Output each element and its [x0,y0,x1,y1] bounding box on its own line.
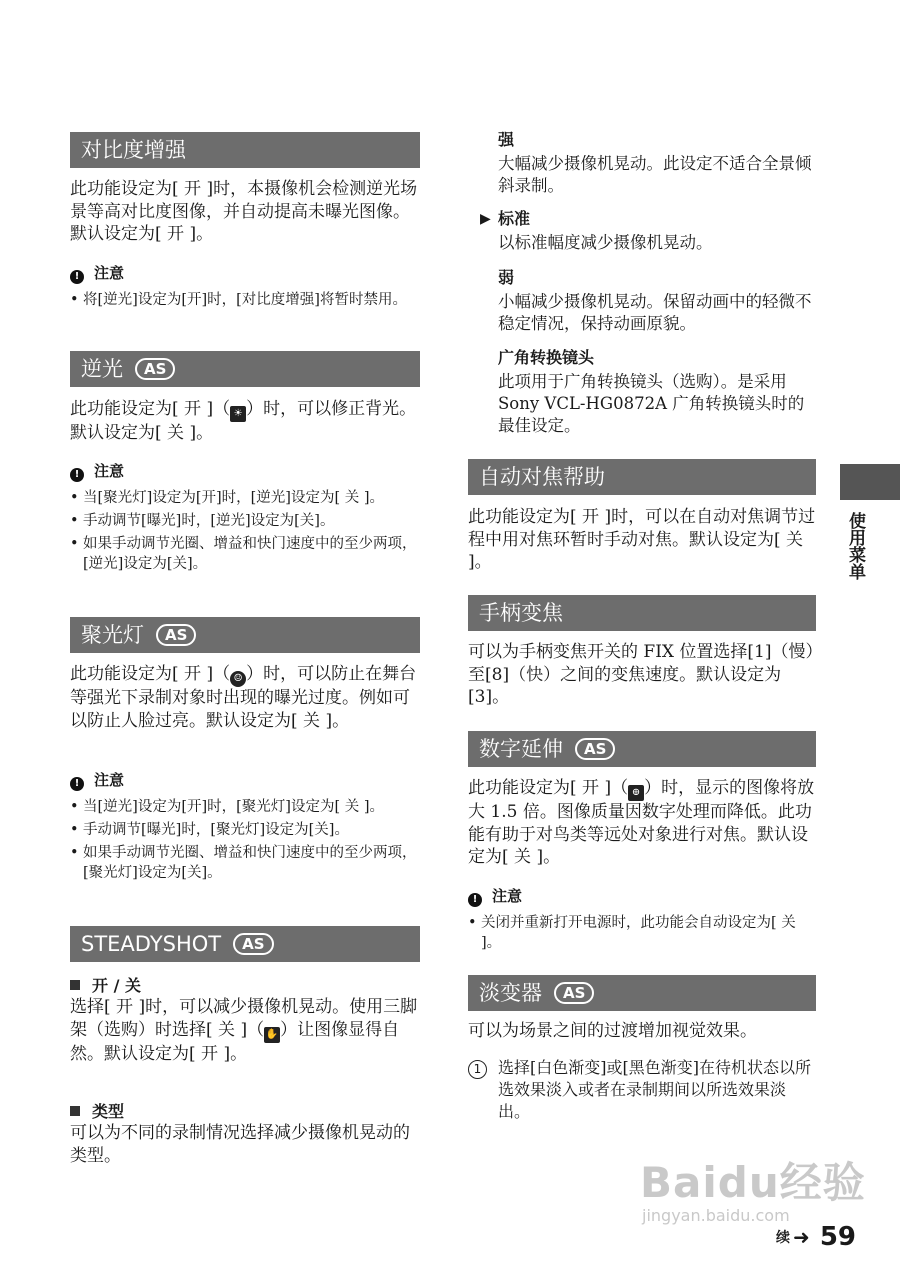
note-item: • 如果手动调节光圈、增益和快门速度中的至少两项，[逆光]设定为[关]。 [70,534,420,574]
watermark-url: jingyan.baidu.com [642,1206,790,1225]
backlight-body: 此功能设定为[ 开 ]（ ☀ ）时，可以修正背光。默认设定为[ 关 ]。 [70,399,417,443]
note-item: • 当[聚光灯]设定为[开]时，[逆光]设定为[ 关 ]。 [70,488,420,508]
caution-icon: ! [70,777,84,791]
option-strong-title: 强 [498,130,515,149]
chapter-side-label: 使用菜单 [845,512,865,580]
as-badge: AS [135,358,175,380]
caution-icon: ! [468,893,482,907]
af-assist-body: 此功能设定为[ 开 ]时，可以在自动对焦调节过程中用对焦环暂时手动对焦。默认设定为[ 关 ]。 [468,507,816,572]
as-badge: AS [554,982,594,1004]
option-wide-title: 广角转换镜头 [498,348,595,367]
steadyshot-off-icon: ✋ [264,1027,280,1043]
contrast-body: 此功能设定为[ 开 ]时，本摄像机会检测逆光场景等高对比度图像，并自动提高未曝光图像。默认设定为[ 开 ]。 [70,179,418,244]
section-header-digital-ext [468,731,816,767]
section-header-contrast [70,132,420,168]
contrast-notes [70,290,420,313]
digital-extender-icon: ⊕ [628,785,644,801]
section-title: 聚光灯 [81,623,144,647]
as-badge: AS [233,933,273,955]
option-standard-title: 标准 [498,209,531,228]
caution-icon: ! [70,468,84,482]
step-number-badge: 1 [468,1060,487,1079]
page-number: 59 [819,1222,856,1252]
section-title: 逆光 [81,357,123,381]
option-weak-body: 小幅减少摄像机晃动。保留动画中的轻微不稳定情况，保持动画原貌。 [498,292,812,333]
backlight-notes [70,488,420,577]
square-bullet-icon [70,980,80,990]
section-title: 手柄变焦 [479,601,563,625]
digital-ext-notes [468,913,816,956]
note-item: • 手动调节[曝光]时，[聚光灯]设定为[关]。 [70,820,420,840]
section-header-spotlight [70,617,420,653]
as-badge: AS [575,738,615,760]
baidu-watermark [640,1150,866,1225]
option-standard-body: 以标准幅度减少摄像机晃动。 [498,233,713,252]
handle-zoom-body: 可以为手柄变焦开关的 FIX 位置选择[1]（慢）至[8]（快）之间的变焦速度。默认设定为[3]。 [468,642,815,707]
steadyshot-onoff-body: 选择[ 开 ]时，可以减少摄像机晃动。使用三脚架（选购）时选择[ 关 ]（ ✋ ）让图像显得自然。默认设定为[ 开 ]。 [70,997,418,1064]
note-heading: ! 注意 [468,886,522,906]
section-title: 淡变器 [479,981,542,1005]
page-footer [776,1222,856,1252]
note-item: • 关闭并重新打开电源时，此功能会自动设定为[ 关 ]。 [468,913,816,953]
default-marker-icon: ▶ [480,211,491,227]
note-heading: ! 注意 [70,263,124,283]
caution-icon: ! [70,270,84,284]
subheading-type: 类型 [70,1102,124,1122]
digital-ext-body: 此功能设定为[ 开 ]（ ⊕ ）时，显示的图像将放大 1.5 倍。图像质量因数字处理而降低。此功能有助于对鸟类等远处对象进行对焦。默认设定为[ 关 ]。 [468,778,815,867]
continued-label: 续 [776,1230,791,1246]
note-heading: ! 注意 [70,461,124,481]
section-header-af-assist [468,459,816,495]
fader-body: 可以为场景之间的过渡增加视觉效果。 [468,1021,757,1041]
section-header-backlight [70,351,420,387]
subheading-onoff: 开 / 关 [70,976,141,996]
note-item: • 当[逆光]设定为[开]时，[聚光灯]设定为[ 关 ]。 [70,797,420,817]
section-title: 自动对焦帮助 [479,465,605,489]
note-item: • 手动调节[曝光]时，[逆光]设定为[关]。 [70,511,420,531]
steadyshot-type-body: 可以为不同的录制情况选择减少摄像机晃动的类型。 [70,1123,410,1166]
option-weak-title: 弱 [498,268,515,287]
spotlight-notes [70,797,420,886]
section-header-handle-zoom [468,595,816,631]
section-header-steadyshot [70,926,420,962]
section-title: 对比度增强 [81,138,186,162]
option-strong-body: 大幅减少摄像机晃动。此设定不适合全景倾斜录制。 [498,154,812,195]
section-header-fader [468,975,816,1011]
arrow-right-icon: ➜ [793,1225,810,1249]
spotlight-face-icon: ☺ [230,671,246,687]
chapter-tab-marker [840,464,900,500]
spotlight-body: 此功能设定为[ 开 ]（ ☺ ）时，可以防止在舞台等强光下录制对象时出现的曝光过度。例如可以防止人脸过亮。默认设定为[ 关 ]。 [70,664,417,731]
section-title: STEADYSHOT [81,932,222,956]
note-item: • 如果手动调节光圈、增益和快门速度中的至少两项，[聚光灯]设定为[关]。 [70,843,420,883]
fader-step-text: 选择[白色渐变]或[黑色渐变]在待机状态以所选效果淡入或者在录制期间以所选效果淡出。 [498,1058,811,1121]
section-title: 数字延伸 [479,737,563,761]
square-bullet-icon [70,1106,80,1116]
backlight-icon: ☀ [230,406,246,422]
as-badge: AS [156,624,196,646]
note-item: • 将[逆光]设定为[开]时，[对比度增强]将暂时禁用。 [70,290,420,310]
note-heading: ! 注意 [70,770,124,790]
option-wide-body: 此项用于广角转换镜头（选购）。是采用 Sony VCL-HG0872A 广角转换镜头时的最佳设定。 [498,372,805,435]
watermark-logo: Baidu经验 [640,1158,866,1207]
